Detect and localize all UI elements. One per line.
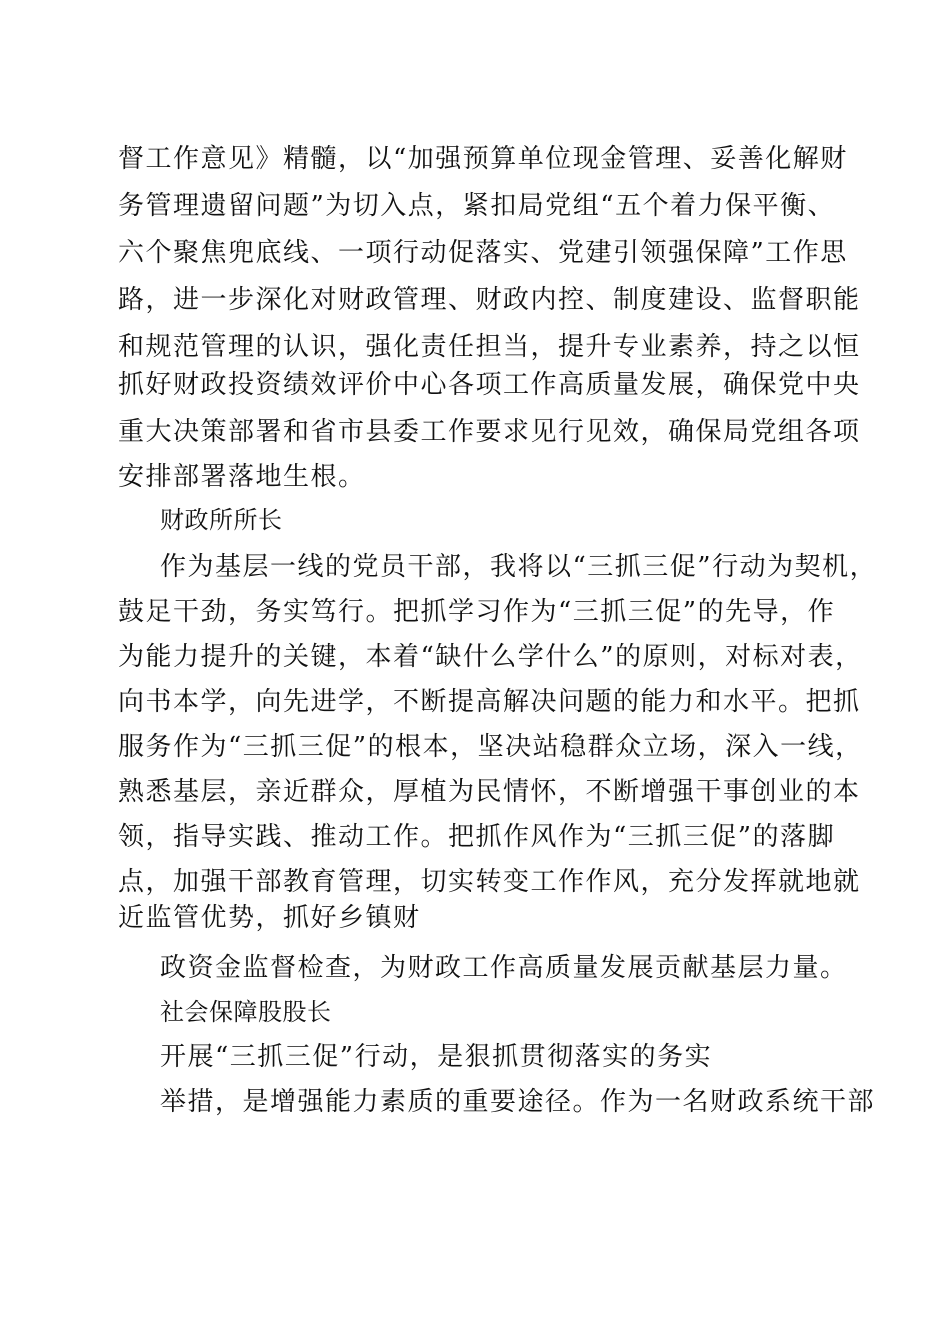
paragraph-line: 政资金监督检查，为财政工作高质量发展贡献基层力量。: [160, 953, 848, 983]
paragraph-line: 六个聚焦兜底线、一项行动促落实、党建引领强保障”工作思: [118, 238, 848, 268]
paragraph-line: 和规范管理的认识，强化责任担当，提升专业素养，持之以恒: [118, 332, 861, 362]
paragraph-line: 向书本学，向先进学，不断提高解决问题的能力和水平。把抓: [118, 687, 861, 717]
paragraph-line: 举措，是增强能力素质的重要途径。作为一名财政系统干部: [160, 1087, 876, 1117]
paragraph-line: 务管理遗留问题”为切入点，紧扣局党组“五个着力保平衡、: [118, 191, 836, 221]
paragraph-line: 重大决策部署和省市县委工作要求见行见效，确保局党组各项: [118, 417, 861, 447]
section-heading-social-security-section-chief: 社会保障股股长: [160, 998, 332, 1026]
paragraph-line: 鼓足干劲，务实笃行。把抓学习作为“三抓三促”的先导，作: [118, 597, 836, 627]
paragraph-line: 为能力提升的关键，本着“缺什么学什么”的原则，对标对表，: [118, 642, 863, 672]
paragraph-line: 督工作意见》精髓，以“加强预算单位现金管理、妥善化解财: [118, 144, 848, 174]
paragraph-line: 领，指导实践、推动工作。把抓作风作为“三抓三促”的落脚: [118, 822, 836, 852]
paragraph-line: 熟悉基层，亲近群众，厚植为民情怀，不断增强干事创业的本: [118, 777, 861, 807]
paragraph-line: 作为基层一线的党员干部，我将以“三抓三促”行动为契机，: [160, 552, 878, 582]
paragraph-line: 服务作为“三抓三促”的根本，坚决站稳群众立场，深入一线，: [118, 732, 863, 762]
paragraph-line: 点，加强干部教育管理，切实转变工作作风，充分发挥就地就: [118, 867, 861, 897]
paragraph-line: 开展“三抓三促”行动，是狠抓贯彻落实的务实: [160, 1042, 713, 1072]
paragraph-line: 安排部署落地生根。: [118, 462, 366, 492]
paragraph-line: 路，进一步深化对财政管理、财政内控、制度建设、监督职能: [118, 285, 861, 315]
paragraph-line: 近监管优势，抓好乡镇财: [118, 903, 421, 933]
section-heading-finance-office-director: 财政所所长: [160, 506, 283, 534]
paragraph-line: 抓好财政投资绩效评价中心各项工作高质量发展，确保党中央: [118, 370, 861, 400]
